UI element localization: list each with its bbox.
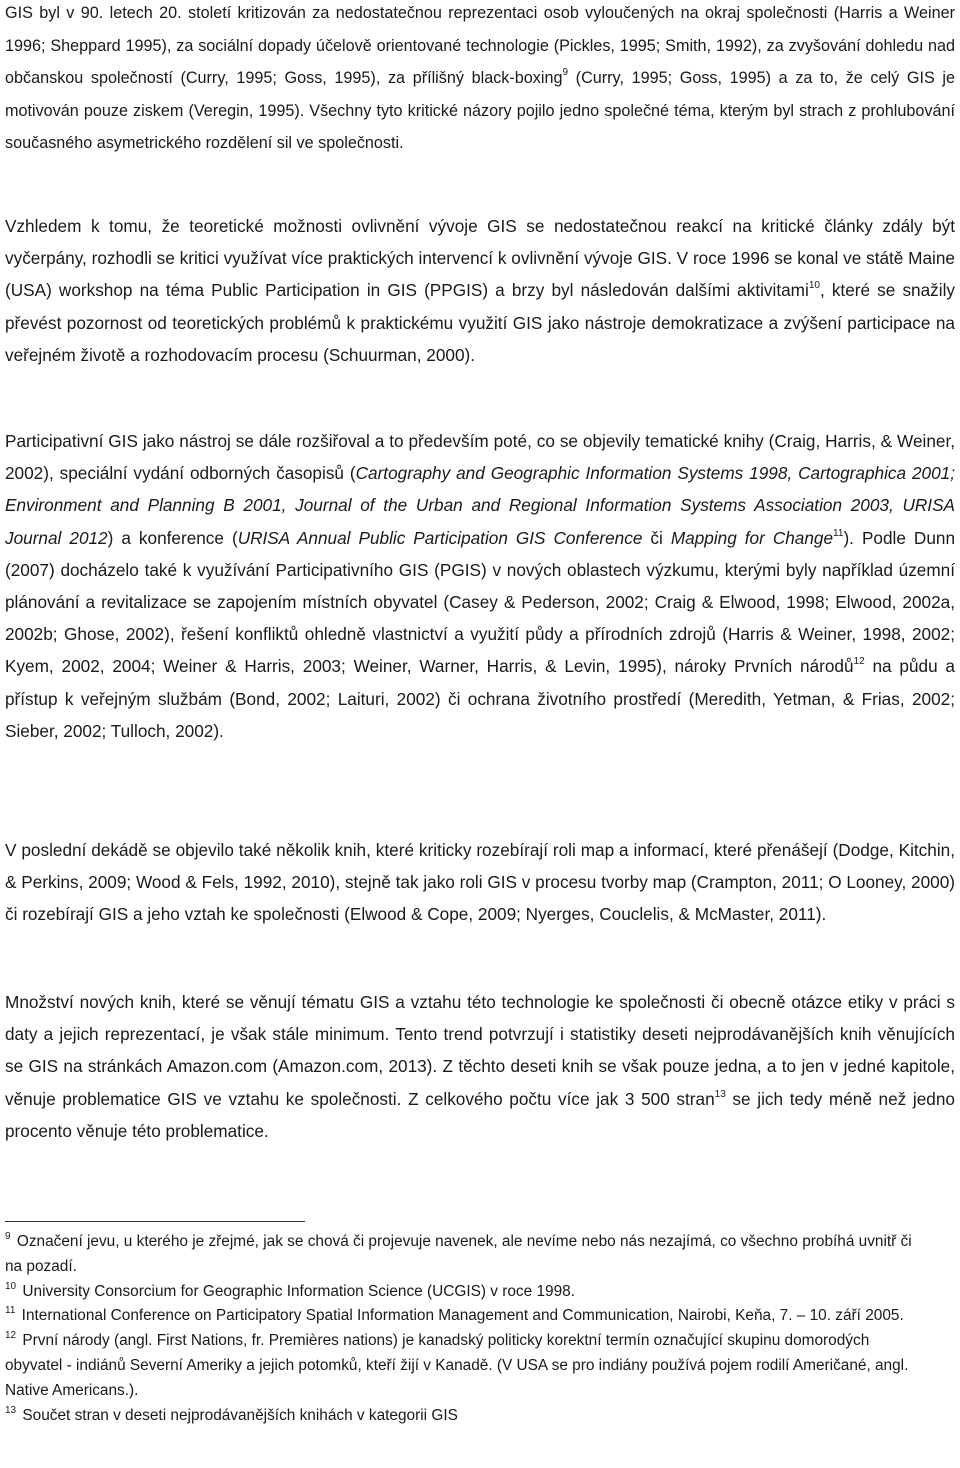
footnote-number: 9	[5, 1231, 11, 1242]
conference-name: Mapping for Change	[670, 527, 834, 548]
paragraph-text: či	[642, 527, 671, 548]
paragraph-text: V poslední dekádě se objevilo také několik knih, které kriticky rozebírají roli map a informací, které přenášejí (Dodge, Kitchin, & Perkins, 2009; Wood & Fels, 1992, 2010), stejně tak jako roli GIS v procesu tvorby map (Crampton, 2011; O Looney, 2000) či rozebírají GIS a jeho vztah ke společnosti (Elwood & Cope, 2009; Nyerges, Couclelis, & McMaster, 2011).	[5, 840, 955, 925]
footnote-9	[5, 1230, 930, 1280]
journal-list: Cartography and Geographic Information Systems 1998, Cartographica 2001; Environment and Planning B 2001, Journal of the Urban and Regional Information Systems Association 2003, URISA Journal 2012	[5, 463, 955, 548]
paragraph-text: Vzhledem k tomu, že teoretické možnosti ovlivnění vývoje GIS se nedostatečnou reakcí na kritické články zdály být vyčerpány, rozhodli se kritici využívat více praktických intervencí k ovlivnění vývoje GIS. V roce 1996 se konal ve státě Maine (USA) workshop na téma Public Participation in GIS (PPGIS) a brzy byl následován dalšími aktivitami	[5, 216, 955, 301]
footnote-ref[interactable]: 12	[853, 656, 865, 668]
footnote-text: První národy (angl. First Nations, fr. Premières nations) je kanadský politicky korektní termín označující skupinu domorodých obyvatel - indiánů Severní Ameriky a jejich potomků, kteří žijí v Kanadě. (V USA se pro indiány používá pojem rodilí Američané, angl. Native Americans.).	[5, 1332, 909, 1399]
footnote-11	[5, 1304, 930, 1329]
paragraph-text: (Curry, 1995; Goss, 1995) a za to, že celý GIS je motivován pouze ziskem (Veregin, 1995). Všechny tyto kritické názory pojilo jedno společné téma, kterým byl strach z prohlubování současného asymetrického rozdělení sil ve společnosti.	[5, 69, 955, 153]
footnote-number: 11	[5, 1305, 16, 1317]
paragraph-statistics	[5, 986, 955, 1147]
footnote-text: Součet stran v deseti nejprodávanějších knihách v kategorii GIS	[22, 1406, 458, 1424]
footnote-ref[interactable]: 10	[808, 280, 820, 292]
footnote-ref[interactable]: 11	[833, 527, 844, 539]
paragraph-text: ). Podle Dunn (2007) docházelo také k využívání Participativního GIS (PGIS) v nových oblastech výzkumu, kterými byly například územní plánování a revitalizace se zapojením místních obyvatel (Casey & Pederson, 2002; Craig & Elwood, 1998; Elwood, 2002a, 2002b; Ghose, 2002), řešení konfliktů ohledně vlastnictví a využití půdy a přírodních zdrojů (Harris & Weiner, 1998, 2002; Kyem, 2002, 2004; Weiner & Harris, 2003; Weiner, Warner, Harris, & Levin, 1995), nároky Prvních národů	[5, 527, 956, 677]
paragraph-text: Množství nových knih, které se věnují tématu GIS a vztahu této technologie ke společnosti či obecně otázce etiky v práci s daty a jejich reprezentací, je však stále minimum. Tento trend potvrzují i statistiky deseti nejprodávanějších knih věnujících se GIS na stránkách Amazon.com (Amazon.com, 2013). Z těchto deseti knih se však pouze jedna, a to jen v jedné kapitole, věnuje problematice GIS ve vztahu ke společnosti. Z celkového počtu více jak 3 500 stran	[5, 992, 955, 1109]
paragraph-ppgis	[5, 210, 955, 371]
footnote-ref[interactable]: 9	[562, 67, 569, 79]
paragraph-books	[5, 834, 955, 931]
paragraph-text: , které se snažily převést pozornost od teoretických problémů k praktickému využití GIS jako nástroje demokratizace a zvýšení participace na veřejném životě a rozhodovacím procesu (Schuurman, 2000).	[5, 280, 955, 365]
footnote-number: 13	[5, 1404, 17, 1416]
footnote-text: Označení jevu, u kterého je zřejmé, jak se chová či projevuje navenek, ale nevíme nebo nás nezajímá, co všechno probíhá uvnitř či na pozadí.	[5, 1233, 912, 1275]
paragraph-text: GIS byl v 90. letech 20. století kritizován za nedostatečnou reprezentaci osob vyloučených na okraj společnosti (Harris a Weiner 1996; Sheppard 1995), za sociální dopady účelově orientované technologie (Pickles, 1995; Smith, 1992), za zvyšování dohledu nad občanskou společností (Curry, 1995; Goss, 1995), za přílišný black-boxing	[5, 4, 955, 88]
footnote-separator	[5, 1221, 305, 1222]
paragraph-text: se jich tedy méně než jedno procento věnuje této problematice.	[5, 1088, 955, 1141]
conference-name: URISA Annual Public Participation GIS Conference	[237, 527, 643, 548]
paragraph-text: na půdu a přístup k veřejným službám (Bond, 2002; Laituri, 2002) či ochrana životního prostředí (Meredith, Yetman, & Frias, 2002; Sieber, 2002; Tulloch, 2002).	[5, 656, 955, 741]
footnote-12	[5, 1329, 930, 1403]
footnote-number: 10	[5, 1280, 17, 1292]
paragraph-participatory-gis	[5, 425, 955, 747]
paragraph-text: Participativní GIS jako nástroj se dále rozšiřoval a to především poté, co se objevily tematické knihy (Craig, Harris, & Weiner, 2002), speciální vydání odborných časopisů (	[5, 431, 955, 484]
footnotes	[5, 1230, 930, 1428]
footnote-13	[5, 1404, 930, 1429]
footnote-10	[5, 1280, 930, 1305]
footnote-number: 12	[5, 1330, 17, 1342]
footnote-ref[interactable]: 13	[714, 1088, 726, 1100]
paragraph-text: ) a konference (	[107, 527, 238, 548]
footnote-text: International Conference on Participatory Spatial Information Management and Communication, Nairobi, Keňa, 7. – 10. září 2005.	[21, 1307, 904, 1325]
paragraph-criticism	[5, 0, 955, 160]
footnote-text: University Consorcium for Geographic Information Science (UCGIS) v roce 1998.	[22, 1282, 575, 1300]
